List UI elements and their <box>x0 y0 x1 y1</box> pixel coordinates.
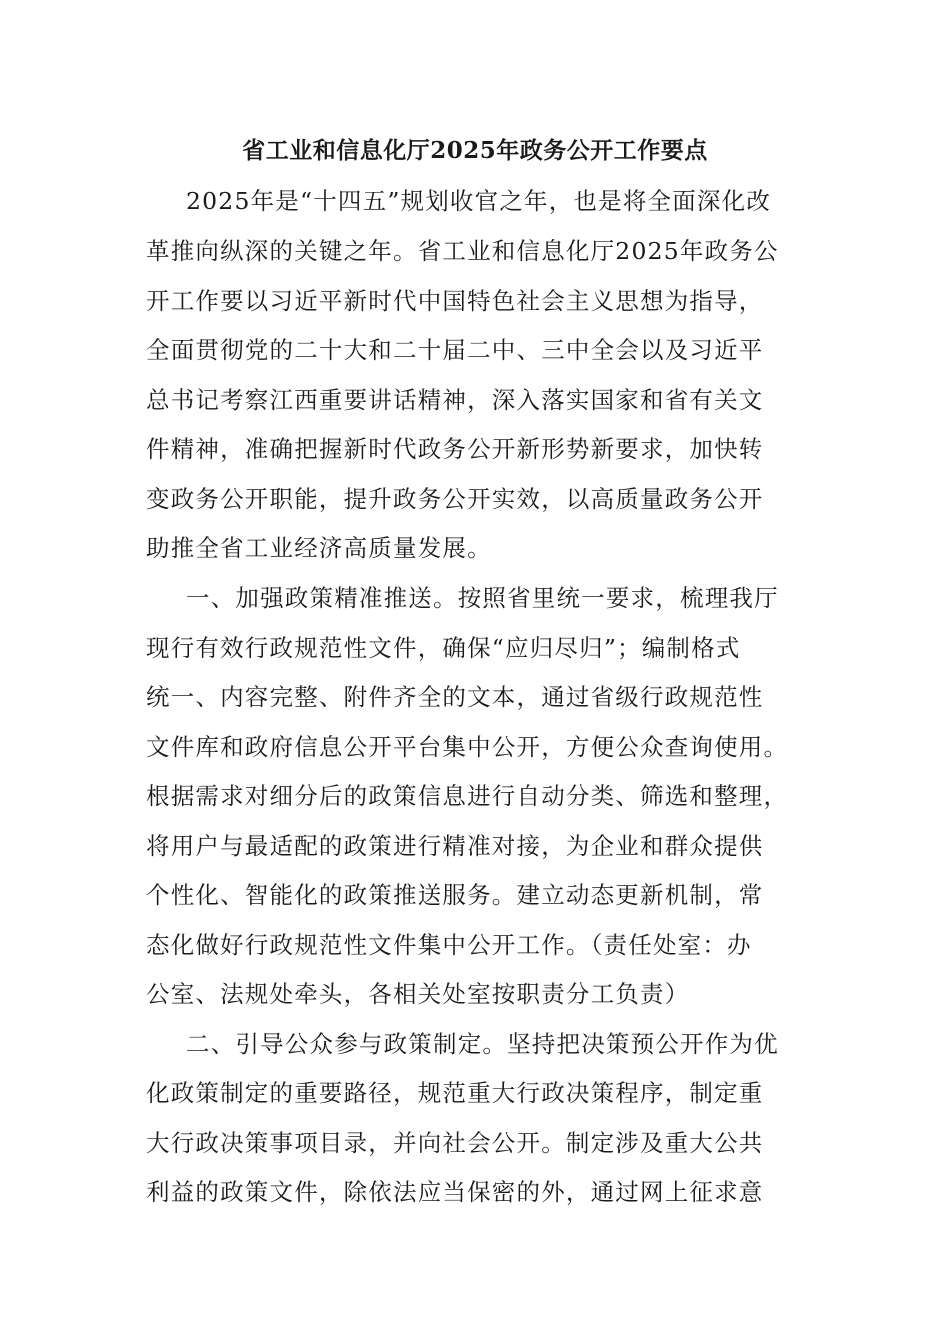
paragraph-line: 二、引导公众参与政策制定。坚持把决策预公开作为优 <box>186 1030 779 1058</box>
paragraph-line: 个性化、智能化的政策推送服务。建立动态更新机制，常 <box>146 881 764 909</box>
document-title: 省工业和信息化厅2025年政务公开工作要点 <box>242 137 708 164</box>
paragraph-line: 大行政决策事项目录，并向社会公开。制定涉及重大公共 <box>146 1129 764 1157</box>
paragraph-line: 将用户与最适配的政策进行精准对接，为企业和群众提供 <box>146 832 764 860</box>
paragraph-line: 件精神，准确把握新时代政务公开新形势新要求，加快转 <box>146 435 764 463</box>
paragraph-line: 化政策制定的重要路径，规范重大行政决策程序，制定重 <box>146 1079 764 1107</box>
paragraph-line: 2025年是“十四五”规划收官之年，也是将全面深化改 <box>186 187 772 215</box>
paragraph-line: 态化做好行政规范性文件集中公开工作。（责任处室：办 <box>146 931 752 959</box>
paragraph-line: 公室、法规处牵头，各相关处室按职责分工负责） <box>146 980 690 1008</box>
paragraph-line: 变政务公开职能，提升政务公开实效，以高质量政务公开 <box>146 485 764 513</box>
paragraph-line: 一、加强政策精准推送。按照省里统一要求，梳理我厅 <box>186 584 779 612</box>
paragraph-line: 助推全省工业经济高质量发展。 <box>146 534 492 562</box>
paragraph-line: 全面贯彻党的二十大和二十届二中、三中全会以及习近平 <box>146 336 764 364</box>
paragraph-line: 开工作要以习近平新时代中国特色社会主义思想为指导， <box>146 287 764 315</box>
paragraph-line: 统一、内容完整、附件齐全的文本，通过省级行政规范性 <box>146 683 764 711</box>
paragraph-line: 根据需求对细分后的政策信息进行自动分类、筛选和整理， <box>146 782 789 810</box>
paragraph-line: 现行有效行政规范性文件，确保“应归尽归”；编制格式 <box>146 634 741 662</box>
paragraph-line: 革推向纵深的关键之年。省工业和信息化厅2025年政务公 <box>146 237 779 265</box>
paragraph-line: 文件库和政府信息公开平台集中公开，方便公众查询使用。 <box>146 733 789 761</box>
paragraph-line: 利益的政策文件，除依法应当保密的外，通过网上征求意 <box>146 1178 764 1206</box>
paragraph-line: 总书记考察江西重要讲话精神，深入落实国家和省有关文 <box>146 386 764 414</box>
